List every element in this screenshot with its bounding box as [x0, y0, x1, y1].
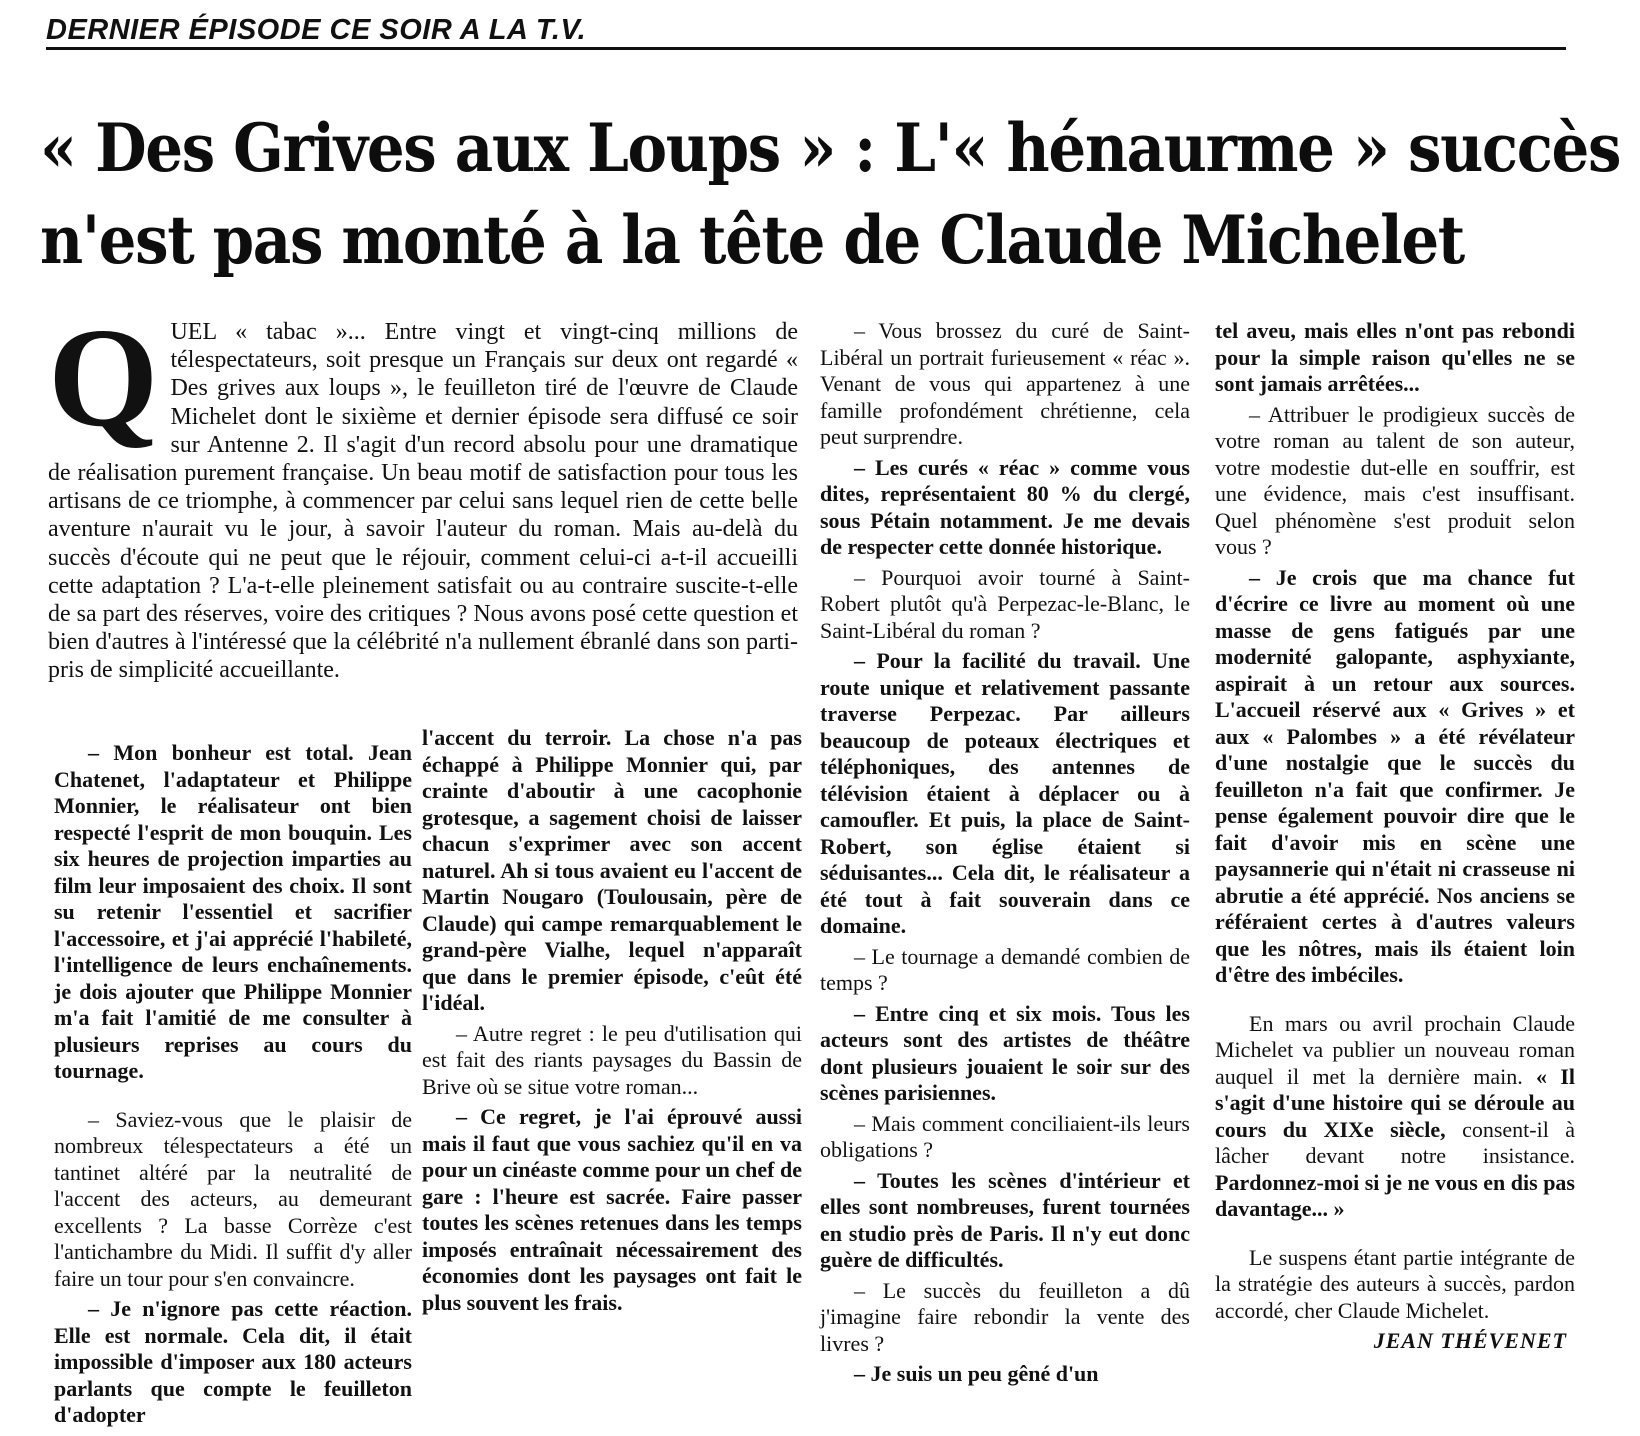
answer-paragraph: – Entre cinq et six mois. Tous les acteurs sont des artistes de théâtre dont plusieurs jouaient le soir sur des scènes parisiennes. — [820, 1000, 1190, 1105]
question-paragraph: – Attribuer le prodigieux succès de votre roman au talent de son auteur, votre modestie dut-elle en souffrir, est une évidence, mais c'est insuffisant. Quel phénomène s'est produit selon vous ? — [1215, 401, 1575, 559]
article-intro — [48, 298, 799, 723]
question-paragraph: – Vous brossez du curé de Saint-Libéral un portrait furieusement « réac ». Venant de vous qui appartenez à une famille profondément chrétienne, cela peut surprendre. — [820, 318, 1190, 449]
question-paragraph: – Le succès du feuilleton a dû j'imagine faire rebondir la vente des livres ? — [820, 1277, 1190, 1356]
answer-paragraph: – Pour la facilité du travail. Une route unique et relativement passante traverse Perpezac. Par ailleurs beaucoup de poteaux électriques et téléphoniques, des antennes de télévision étaient à déplacer ou à camoufler. Et puis, la place de Saint-Robert, son église étaient si séduisantes... Cela dit, le réalisateur a été tout à fait souverain dans ce domaine. — [820, 648, 1190, 938]
closing-text: En mars ou avril prochain Claude Michelet va publier un nouveau roman auquel il met la dernière main. — [1215, 1010, 1575, 1089]
answer-paragraph: – Toutes les scènes d'intérieur et elles sont nombreuses, furent tournées en studio près de Paris. Il n'y eut donc guère de difficultés. — [820, 1167, 1190, 1272]
answer-paragraph: – Ce regret, je l'ai éprouvé aussi mais il faut que vous sachiez qu'il en va pour un cinéaste comme pour un chef de gare : l'heure est sacrée. Faire passer toutes les scènes retenues dans les temps imposés entraînait nécessairement des économies dont les paysages ont fait le plus souvent les frais. — [422, 1104, 802, 1315]
question-paragraph: – Saviez-vous que le plaisir de nombreux télespectateurs a été un tantinet altéré par la neutralité de l'accent des acteurs, au demeurant excellents ? La basse Corrèze c'est l'antichambre du Midi. Il suffit d'y aller faire un tour pour s'en convaincre. — [54, 1106, 412, 1291]
answer-paragraph: – Je crois que ma chance fut d'écrire ce livre au moment où une masse de gens fatigués par une modernité galopante, asphyxiante, aspirait à un retour aux sources. L'accueil réservé aux « Grives » et aux « Palombes » a été révélateur d'une nostalgie que le succès du feuilleton n'a fait que confirmer. Je pense également pouvoir dire que le fait d'avoir mis en scène une paysannerie qui n'était ni crasseuse ni abrutie a été apprécié. Nos anciens se référaient certes à d'autres valeurs que les nôtres, mais ils étaient loin d'être des imbéciles. — [1215, 564, 1575, 987]
headline-line-2: n'est pas monté à la tête de Claude Michelet — [40, 201, 1464, 279]
question-paragraph: – Pourquoi avoir tourné à Saint-Robert plutôt qu'à Perpezac-le-Blanc, le Saint-Libéral du roman ? — [820, 564, 1190, 643]
question-paragraph: – Le tournage a demandé combien de temps ? — [820, 943, 1190, 995]
conclusion-paragraph: Le suspens étant partie intégrante de la stratégie des auteurs à succès, pardon accordé, cher Claude Michelet. — [1215, 1244, 1575, 1323]
author-signature: JEAN THÉVENET — [1373, 1328, 1567, 1353]
closing-paragraph — [1215, 1011, 1575, 1223]
column-4 — [1215, 318, 1575, 1355]
intro-paragraph: UEL « tabac »... Entre vingt et vingt-cinq millions de télespectateurs, soit presque un Français sur deux ont regardé « Des grives aux loups », le feuilleton tiré de l'œuvre de Claude Michelet dont le sixième et dernier épisode sera diffusé ce soir sur Antenne 2. Il s'agit d'un record absolu pour une dramatique de réalisation purement française. Un beau motif de satisfaction pour tous les artisans de ce triomphe, à commencer par celui sans lequel rien de cette belle aventure n'aurait vu le jour, à savoir l'auteur du roman. Mais au-delà du succès d'écoute qui ne peut que le réjouir, comment celui-ci a-t-il accueilli cette adaptation ? L'a-t-elle pleinement satisfait ou au contraire suscite-t-elle de sa part des réserves, voire des critiques ? Nous avons posé cette question et bien d'autres à l'intéressé que la célébrité n'a nullement ébranlé dans son parti-pris de simplicité accueillante. — [48, 319, 799, 684]
headline-line-1: « Des Grives aux Loups » : L'« hénaurme » succès — [40, 109, 1621, 187]
question-paragraph: – Mais comment conciliaient-ils leurs obligations ? — [820, 1110, 1190, 1162]
answer-paragraph: – Les curés « réac » comme vous dites, représentaient 80 % du clergé, sous Pétain notamment. Je me devais de respecter cette donnée historique. — [820, 454, 1190, 559]
column-1 — [54, 740, 412, 1433]
answer-paragraph: – Mon bonheur est total. Jean Chatenet, l'adaptateur et Philippe Monnier, le réalisateur ont bien respecté l'esprit de mon bouquin. Les six heures de projection imparties au film leur imposaient des choix. Il sont su retenir l'essentiel et sacrifier l'accessoire, et j'ai apprécié l'habileté, l'intelligence de leurs enchaînements. je dois ajouter que Philippe Monnier m'a fait l'amitié de me consulter à plusieurs reprises au cours du tournage. — [54, 740, 412, 1083]
closing-text: consent-il à lâcher devant notre insistance. — [1215, 1116, 1575, 1168]
column-2 — [422, 725, 802, 1320]
answer-paragraph: – Je suis un peu gêné d'un — [854, 1361, 1099, 1386]
kicker-rule — [46, 47, 1566, 50]
quote-text: Pardonnez-moi si je ne vous en dis pas davantage... » — [1215, 1169, 1575, 1221]
quote-text: « Il s'agit d'une histoire qui se déroule au cours du XIXe siècle, — [1215, 1063, 1575, 1142]
answer-paragraph: – Je n'ignore pas cette réaction. Elle est normale. Cela dit, il était impossible d'imposer aux 180 acteurs parlants que compte le feuilleton d'adopter — [54, 1296, 412, 1427]
drop-cap: Q — [48, 298, 159, 456]
answer-paragraph: tel aveu, mais elles n'ont pas rebondi pour la simple raison qu'elles ne se sont jamais arrêtées... — [1215, 318, 1575, 396]
headline — [40, 102, 1621, 286]
question-paragraph: – Autre regret : le peu d'utilisation qui est fait des riants paysages du Bassin de Brive où se situe votre roman... — [422, 1020, 802, 1099]
answer-paragraph: l'accent du terroir. La chose n'a pas échappé à Philippe Monnier qui, par crainte d'aboutir à une cacophonie grotesque, a sagement choisi de laisser chacun s'exprimer avec son accent naturel. Ah si tous avaient eu l'accent de Martin Nougaro (Toulousain, père de Claude) qui campe remarquablement le grand-père Vialhe, lequel n'apparaît que dans le premier épisode, c'eût été l'idéal. — [422, 725, 802, 1015]
column-3 — [820, 318, 1190, 1392]
section-kicker: DERNIER ÉPISODE CE SOIR A LA T.V. — [46, 14, 587, 46]
